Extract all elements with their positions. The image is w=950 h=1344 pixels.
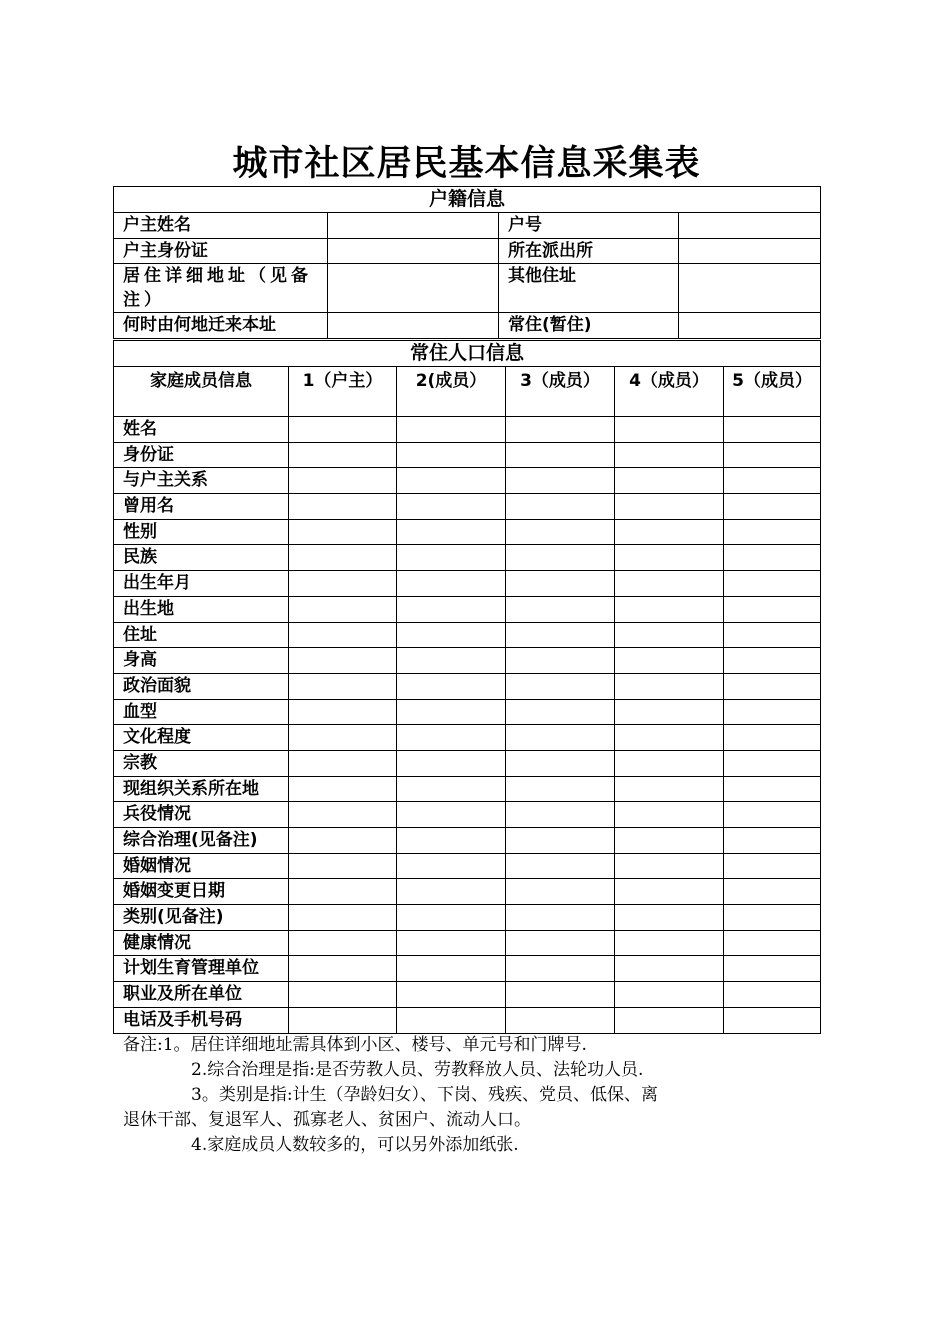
member-value-cell[interactable]: [615, 828, 724, 854]
member-value-cell[interactable]: [289, 1007, 397, 1033]
member-value-cell[interactable]: [289, 596, 397, 622]
member-value-cell[interactable]: [724, 494, 821, 520]
field-label: 健康情况: [114, 930, 289, 956]
member-value-cell[interactable]: [506, 417, 615, 443]
member-value-cell[interactable]: [724, 1007, 821, 1033]
member-value-cell[interactable]: [724, 545, 821, 571]
column-header: 3（成员）: [506, 367, 615, 417]
member-value-cell[interactable]: [506, 776, 615, 802]
field-label: 与户主关系: [114, 468, 289, 494]
member-value-cell[interactable]: [289, 750, 397, 776]
member-value-cell[interactable]: [615, 725, 724, 751]
table-row: [114, 982, 821, 1008]
member-value-cell[interactable]: [506, 622, 615, 648]
member-value-cell[interactable]: [397, 930, 506, 956]
field-label: 宗教: [114, 750, 289, 776]
member-value-cell[interactable]: [506, 725, 615, 751]
member-value-cell[interactable]: [397, 750, 506, 776]
table-row: [114, 313, 821, 339]
member-value-cell[interactable]: [724, 596, 821, 622]
member-value-cell[interactable]: [289, 982, 397, 1008]
member-value-cell[interactable]: [724, 956, 821, 982]
member-value-cell[interactable]: [724, 802, 821, 828]
note-line: 3。类别是指:计生（孕龄妇女）、下岗、残疾、党员、低保、离: [191, 1085, 659, 1105]
member-value-cell[interactable]: [506, 853, 615, 879]
member-value-cell[interactable]: [615, 1007, 724, 1033]
field-label: 职业及所在单位: [114, 982, 289, 1008]
member-value-cell[interactable]: [615, 442, 724, 468]
field-label: 其他住址: [499, 264, 679, 313]
field-label: 所在派出所: [499, 238, 679, 264]
table-row: [114, 571, 821, 597]
field-value-cell[interactable]: [679, 213, 821, 239]
member-value-cell[interactable]: [724, 417, 821, 443]
table-row: [114, 494, 821, 520]
table-row: [114, 725, 821, 751]
field-label: 电话及手机号码: [114, 1007, 289, 1033]
member-value-cell[interactable]: [397, 519, 506, 545]
member-value-cell[interactable]: [397, 1007, 506, 1033]
member-value-cell[interactable]: [724, 622, 821, 648]
field-label: 类别(见备注): [114, 905, 289, 931]
table-row: [114, 905, 821, 931]
member-value-cell[interactable]: [506, 519, 615, 545]
field-label: 民族: [114, 545, 289, 571]
member-value-cell[interactable]: [615, 468, 724, 494]
member-value-cell[interactable]: [506, 571, 615, 597]
table-row: [114, 879, 821, 905]
member-value-cell[interactable]: [506, 699, 615, 725]
member-value-cell[interactable]: [289, 442, 397, 468]
member-value-cell[interactable]: [289, 622, 397, 648]
table-row: [114, 213, 821, 239]
member-value-cell[interactable]: [397, 802, 506, 828]
member-value-cell[interactable]: [397, 494, 506, 520]
note-line: 退休干部、复退军人、孤寡老人、贫困户、流动人口。: [123, 1110, 531, 1130]
member-value-cell[interactable]: [397, 879, 506, 905]
table-row: [114, 442, 821, 468]
resident-info-table: [113, 340, 821, 1034]
member-value-cell[interactable]: [289, 828, 397, 854]
member-value-cell[interactable]: [615, 956, 724, 982]
household-section-title: 户籍信息: [114, 187, 821, 213]
table-row: [114, 596, 821, 622]
member-value-cell[interactable]: [289, 673, 397, 699]
field-label: 兵役情况: [114, 802, 289, 828]
member-value-cell[interactable]: [615, 930, 724, 956]
field-label: 出生地: [114, 596, 289, 622]
field-label: 血型: [114, 699, 289, 725]
member-value-cell[interactable]: [289, 571, 397, 597]
table-row: [114, 776, 821, 802]
member-value-cell[interactable]: [397, 853, 506, 879]
member-value-cell[interactable]: [615, 750, 724, 776]
member-value-cell[interactable]: [724, 853, 821, 879]
field-value-cell[interactable]: [328, 264, 499, 313]
table-row: [114, 648, 821, 674]
column-header: 1（户主）: [289, 367, 397, 417]
member-value-cell[interactable]: [289, 545, 397, 571]
notes-section: [123, 1033, 828, 1158]
member-value-cell[interactable]: [506, 648, 615, 674]
table-row: [114, 1007, 821, 1033]
field-label: 身份证: [114, 442, 289, 468]
field-label: 何时由何地迁来本址: [114, 313, 328, 339]
member-value-cell[interactable]: [615, 545, 724, 571]
member-value-cell[interactable]: [506, 879, 615, 905]
table-row: [114, 264, 821, 313]
member-value-cell[interactable]: [506, 673, 615, 699]
member-value-cell[interactable]: [724, 442, 821, 468]
member-value-cell[interactable]: [289, 776, 397, 802]
member-value-cell[interactable]: [724, 648, 821, 674]
resident-section-title: 常住人口信息: [114, 341, 821, 367]
member-value-cell[interactable]: [724, 571, 821, 597]
field-label: 现组织关系所在地: [114, 776, 289, 802]
member-value-cell[interactable]: [506, 596, 615, 622]
table-row: [114, 673, 821, 699]
field-value-cell[interactable]: [679, 238, 821, 264]
member-value-cell[interactable]: [397, 545, 506, 571]
field-label: 住址: [114, 622, 289, 648]
member-value-cell[interactable]: [724, 828, 821, 854]
column-header: 家庭成员信息: [114, 367, 289, 417]
member-value-cell[interactable]: [724, 879, 821, 905]
table-row: [114, 956, 821, 982]
member-value-cell[interactable]: [397, 622, 506, 648]
field-label: 户主姓名: [114, 213, 328, 239]
member-value-cell[interactable]: [289, 905, 397, 931]
member-value-cell[interactable]: [724, 750, 821, 776]
field-label: 出生年月: [114, 571, 289, 597]
member-value-cell[interactable]: [724, 930, 821, 956]
member-value-cell[interactable]: [615, 596, 724, 622]
table-row: [114, 622, 821, 648]
member-value-cell[interactable]: [506, 494, 615, 520]
member-value-cell[interactable]: [506, 956, 615, 982]
field-label: 综合治理(见备注): [114, 828, 289, 854]
member-value-cell[interactable]: [289, 648, 397, 674]
note-line: 2.综合治理是指:是否劳教人员、劳教释放人员、法轮功人员.: [191, 1060, 644, 1080]
member-value-cell[interactable]: [397, 468, 506, 494]
member-value-cell[interactable]: [397, 956, 506, 982]
member-value-cell[interactable]: [397, 982, 506, 1008]
member-value-cell[interactable]: [289, 956, 397, 982]
member-value-cell[interactable]: [397, 699, 506, 725]
form-title: 城市社区居民基本信息采集表: [232, 144, 701, 184]
member-value-cell[interactable]: [615, 982, 724, 1008]
member-value-cell[interactable]: [615, 879, 724, 905]
column-header: 4（成员）: [615, 367, 724, 417]
member-value-cell[interactable]: [615, 417, 724, 443]
member-value-cell[interactable]: [506, 905, 615, 931]
member-value-cell[interactable]: [615, 699, 724, 725]
member-value-cell[interactable]: [724, 725, 821, 751]
member-value-cell[interactable]: [289, 725, 397, 751]
field-value-cell[interactable]: [328, 313, 499, 339]
member-value-cell[interactable]: [615, 673, 724, 699]
member-value-cell[interactable]: [724, 519, 821, 545]
member-value-cell[interactable]: [289, 494, 397, 520]
field-value-cell[interactable]: [679, 313, 821, 339]
member-value-cell[interactable]: [506, 468, 615, 494]
table-row: [114, 545, 821, 571]
member-value-cell[interactable]: [397, 596, 506, 622]
member-value-cell[interactable]: [615, 622, 724, 648]
table-row: [114, 853, 821, 879]
member-value-cell[interactable]: [397, 725, 506, 751]
table-row: [114, 417, 821, 443]
field-label: 性别: [114, 519, 289, 545]
field-label: 文化程度: [114, 725, 289, 751]
member-value-cell[interactable]: [506, 828, 615, 854]
member-value-cell[interactable]: [724, 468, 821, 494]
member-value-cell[interactable]: [397, 417, 506, 443]
member-value-cell[interactable]: [289, 468, 397, 494]
table-row: [114, 930, 821, 956]
table-row: [114, 802, 821, 828]
household-info-table: [113, 186, 821, 339]
field-label: 计划生育管理单位: [114, 956, 289, 982]
field-label: 常住(暂住): [499, 313, 679, 339]
note-line: 备注:1。居住详细地址需具体到小区、楼号、单元号和门牌号.: [123, 1035, 587, 1055]
table-row: [114, 468, 821, 494]
field-label: 曾用名: [114, 494, 289, 520]
member-value-cell[interactable]: [724, 776, 821, 802]
member-value-cell[interactable]: [615, 853, 724, 879]
member-value-cell[interactable]: [397, 776, 506, 802]
member-value-cell[interactable]: [506, 545, 615, 571]
member-value-cell[interactable]: [724, 905, 821, 931]
member-value-cell[interactable]: [397, 828, 506, 854]
column-header: 5（成员）: [724, 367, 821, 417]
member-value-cell[interactable]: [724, 673, 821, 699]
member-value-cell[interactable]: [724, 699, 821, 725]
member-value-cell[interactable]: [289, 802, 397, 828]
member-value-cell[interactable]: [615, 776, 724, 802]
member-value-cell[interactable]: [289, 853, 397, 879]
table-row: [114, 699, 821, 725]
column-header-row: [114, 367, 821, 417]
member-value-cell[interactable]: [289, 417, 397, 443]
member-value-cell[interactable]: [615, 494, 724, 520]
field-label: 姓名: [114, 417, 289, 443]
resident-rows: [114, 417, 821, 1034]
member-value-cell[interactable]: [506, 802, 615, 828]
table-row: [114, 828, 821, 854]
member-value-cell[interactable]: [506, 982, 615, 1008]
member-value-cell[interactable]: [397, 673, 506, 699]
member-value-cell[interactable]: [615, 905, 724, 931]
member-value-cell[interactable]: [615, 802, 724, 828]
member-value-cell[interactable]: [506, 930, 615, 956]
field-value-cell[interactable]: [328, 238, 499, 264]
field-label: 户号: [499, 213, 679, 239]
member-value-cell[interactable]: [397, 571, 506, 597]
field-label: 婚姻变更日期: [114, 879, 289, 905]
member-value-cell[interactable]: [289, 519, 397, 545]
field-label: 政治面貌: [114, 673, 289, 699]
table-row: [114, 750, 821, 776]
column-header: 2(成员）: [397, 367, 506, 417]
field-value-cell[interactable]: [679, 264, 821, 313]
member-value-cell[interactable]: [506, 442, 615, 468]
table-row: [114, 519, 821, 545]
field-label: 身高: [114, 648, 289, 674]
field-label: 婚姻情况: [114, 853, 289, 879]
field-value-cell[interactable]: [328, 213, 499, 239]
table-row: [114, 238, 821, 264]
note-line: 4.家庭成员人数较多的，可以另外添加纸张.: [191, 1135, 519, 1155]
member-value-cell[interactable]: [615, 648, 724, 674]
field-label: 户主身份证: [114, 238, 328, 264]
member-value-cell[interactable]: [506, 750, 615, 776]
member-value-cell[interactable]: [397, 442, 506, 468]
member-value-cell[interactable]: [289, 879, 397, 905]
member-value-cell[interactable]: [397, 648, 506, 674]
field-label: 居住详细地址（见备注）: [114, 264, 328, 313]
member-value-cell[interactable]: [615, 519, 724, 545]
member-value-cell[interactable]: [289, 699, 397, 725]
member-value-cell[interactable]: [289, 930, 397, 956]
member-value-cell[interactable]: [506, 1007, 615, 1033]
member-value-cell[interactable]: [724, 982, 821, 1008]
member-value-cell[interactable]: [615, 571, 724, 597]
member-value-cell[interactable]: [397, 905, 506, 931]
